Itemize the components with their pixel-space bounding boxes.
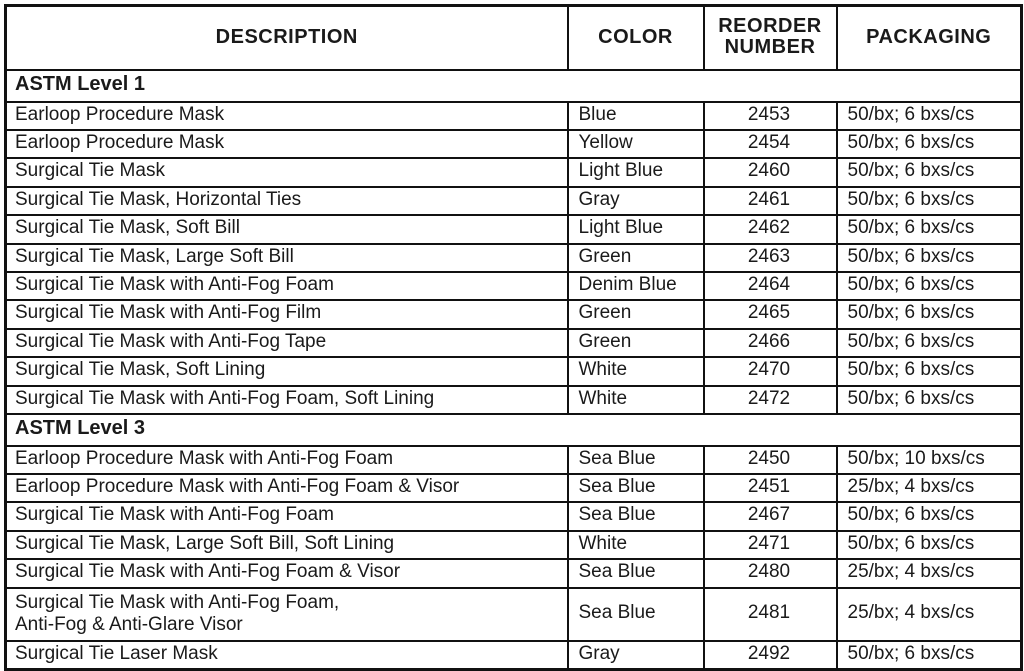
table-row [6,474,1022,502]
cell-packaging: 50/bx; 6 bxs/cs [837,130,1022,158]
column-header-color: COLOR [568,6,704,71]
cell-packaging: 50/bx; 6 bxs/cs [837,386,1022,414]
cell-description: Earloop Procedure Mask [6,102,568,130]
table-row [6,502,1022,530]
table-row [6,559,1022,587]
cell-packaging: 50/bx; 6 bxs/cs [837,244,1022,272]
product-specification-table [4,4,1023,671]
cell-packaging: 25/bx; 4 bxs/cs [837,588,1022,641]
cell-color: Sea Blue [568,446,704,474]
cell-reorder-number: 2470 [704,357,837,385]
column-header-reorder-number: REORDER NUMBER [704,6,837,71]
table-header [6,6,1022,71]
table-row [6,158,1022,186]
cell-description: Surgical Tie Mask with Anti-Fog Foam & Visor [6,559,568,587]
cell-packaging: 25/bx; 4 bxs/cs [837,474,1022,502]
table-section-row [6,414,1022,446]
cell-reorder-number: 2460 [704,158,837,186]
cell-packaging: 50/bx; 6 bxs/cs [837,158,1022,186]
cell-color: Gray [568,641,704,670]
table-row [6,386,1022,414]
cell-description: Surgical Tie Mask [6,158,568,186]
cell-reorder-number: 2492 [704,641,837,670]
cell-reorder-number: 2450 [704,446,837,474]
cell-description: Surgical Tie Mask, Soft Lining [6,357,568,385]
table-row [6,531,1022,559]
cell-color: Sea Blue [568,474,704,502]
cell-description: Surgical Tie Mask with Anti-Fog Foam [6,272,568,300]
cell-description: Surgical Tie Mask with Anti-Fog Film [6,300,568,328]
table-body [6,70,1022,670]
table-row [6,187,1022,215]
cell-description: Earloop Procedure Mask [6,130,568,158]
cell-packaging: 50/bx; 6 bxs/cs [837,502,1022,530]
cell-packaging: 50/bx; 6 bxs/cs [837,329,1022,357]
table-row [6,357,1022,385]
table-row [6,641,1022,670]
cell-description: Surgical Tie Mask with Anti-Fog Foam, Anti-Fog & Anti-Glare Visor [6,588,568,641]
cell-description: Surgical Tie Mask, Large Soft Bill, Soft Lining [6,531,568,559]
cell-color: Green [568,329,704,357]
cell-reorder-number: 2463 [704,244,837,272]
cell-description: Surgical Tie Mask, Horizontal Ties [6,187,568,215]
cell-reorder-number: 2453 [704,102,837,130]
cell-packaging: 50/bx; 6 bxs/cs [837,531,1022,559]
cell-packaging: 50/bx; 6 bxs/cs [837,102,1022,130]
cell-reorder-number: 2466 [704,329,837,357]
cell-color: Gray [568,187,704,215]
cell-color: Green [568,300,704,328]
section-title: ASTM Level 1 [6,70,1022,102]
cell-reorder-number: 2461 [704,187,837,215]
table-header-row [6,6,1022,71]
cell-color: Light Blue [568,215,704,243]
table-row [6,272,1022,300]
cell-reorder-number: 2467 [704,502,837,530]
cell-reorder-number: 2465 [704,300,837,328]
cell-color: Green [568,244,704,272]
cell-description: Surgical Tie Mask, Large Soft Bill [6,244,568,272]
cell-color: Denim Blue [568,272,704,300]
table-row [6,102,1022,130]
table-row [6,215,1022,243]
cell-color: Yellow [568,130,704,158]
cell-color: White [568,531,704,559]
cell-packaging: 50/bx; 6 bxs/cs [837,300,1022,328]
cell-packaging: 50/bx; 6 bxs/cs [837,272,1022,300]
cell-packaging: 50/bx; 6 bxs/cs [837,641,1022,670]
table-row [6,130,1022,158]
cell-description: Surgical Tie Mask with Anti-Fog Foam [6,502,568,530]
cell-color: Sea Blue [568,559,704,587]
column-header-packaging: PACKAGING [837,6,1022,71]
cell-packaging: 50/bx; 6 bxs/cs [837,357,1022,385]
cell-reorder-number: 2471 [704,531,837,559]
section-title: ASTM Level 3 [6,414,1022,446]
table-row [6,588,1022,641]
cell-reorder-number: 2480 [704,559,837,587]
cell-color: Sea Blue [568,588,704,641]
table-row [6,329,1022,357]
cell-description: Surgical Tie Mask, Soft Bill [6,215,568,243]
cell-packaging: 50/bx; 10 bxs/cs [837,446,1022,474]
cell-reorder-number: 2481 [704,588,837,641]
cell-reorder-number: 2472 [704,386,837,414]
cell-color: White [568,386,704,414]
cell-color: Blue [568,102,704,130]
cell-reorder-number: 2464 [704,272,837,300]
cell-color: Sea Blue [568,502,704,530]
table-row [6,244,1022,272]
cell-color: Light Blue [568,158,704,186]
cell-description: Surgical Tie Laser Mask [6,641,568,670]
cell-reorder-number: 2454 [704,130,837,158]
cell-packaging: 50/bx; 6 bxs/cs [837,187,1022,215]
table-row [6,300,1022,328]
cell-description: Surgical Tie Mask with Anti-Fog Foam, Soft Lining [6,386,568,414]
cell-packaging: 25/bx; 4 bxs/cs [837,559,1022,587]
cell-packaging: 50/bx; 6 bxs/cs [837,215,1022,243]
column-header-description: DESCRIPTION [6,6,568,71]
cell-reorder-number: 2451 [704,474,837,502]
cell-description: Earloop Procedure Mask with Anti-Fog Foam [6,446,568,474]
table-section-row [6,70,1022,102]
table-row [6,446,1022,474]
cell-color: White [568,357,704,385]
cell-description: Earloop Procedure Mask with Anti-Fog Foam & Visor [6,474,568,502]
cell-description: Surgical Tie Mask with Anti-Fog Tape [6,329,568,357]
cell-reorder-number: 2462 [704,215,837,243]
